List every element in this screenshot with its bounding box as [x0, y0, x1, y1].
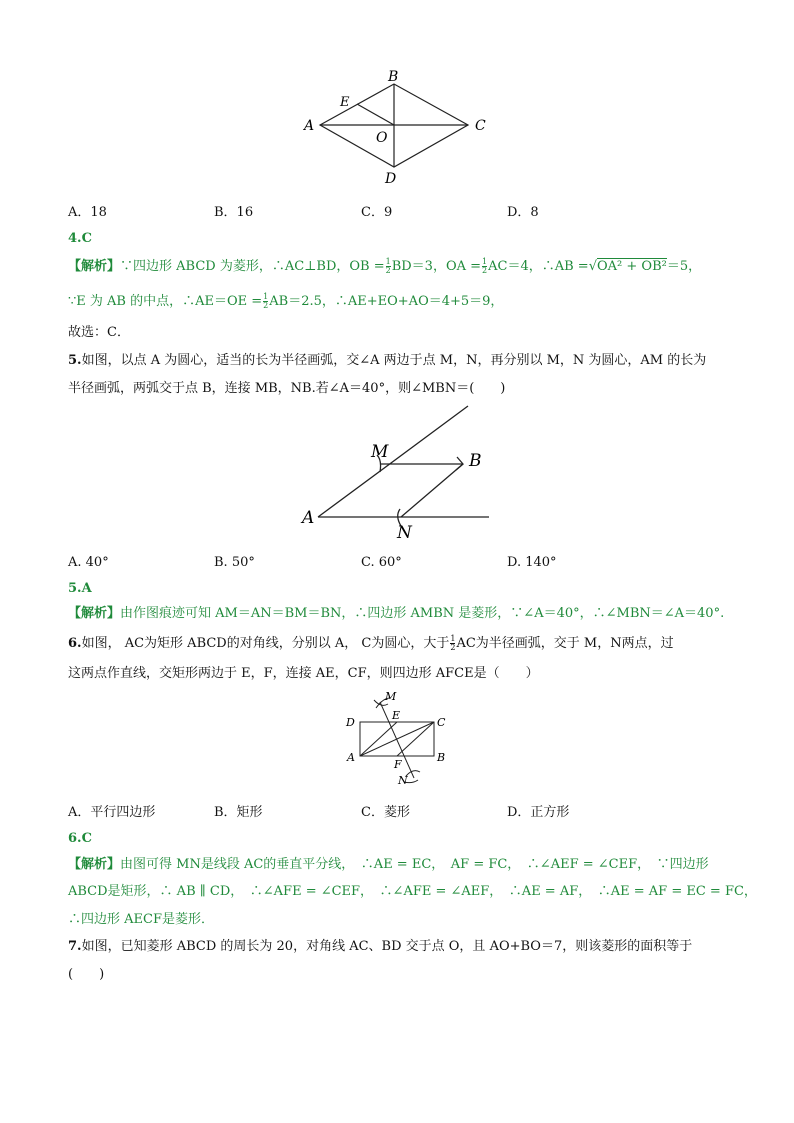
q5-option-d: D. 140°	[507, 555, 557, 570]
q6-answer: 6.C	[68, 831, 92, 846]
label-F: F	[394, 758, 402, 771]
q5-analysis: 【解析】由作图痕迹可知 AM＝AN＝BM＝BN，∴四边形 AMBN 是菱形，∵∠A＝40°，∴∠MBN＝∠A＝40°.	[68, 606, 725, 621]
label-A: A	[302, 508, 315, 528]
fraction-half: $\frac{1}{2}$	[450, 634, 456, 652]
q6-figure	[340, 688, 452, 788]
label-E: E	[340, 95, 350, 110]
q6-option-d: D．正方形	[507, 805, 570, 820]
q6-option-b: B．矩形	[214, 805, 263, 820]
label-B: B	[469, 451, 482, 471]
q5-option-a: A. 40°	[68, 555, 109, 570]
q6-stem-line2: 这两点作直线，交矩形两边于 E，F，连接 AE，CF，则四边形 AFCE是（ ）	[68, 666, 539, 681]
label-E: E	[392, 709, 401, 722]
q4-analysis-line2: ∵E 为 AB 的中点，∴AE＝OE = $\frac{1}{2}$ AB＝2.5，∴AE+EO+AO＝4+5＝9，	[68, 292, 504, 310]
label-M: M	[385, 690, 397, 703]
label-A: A	[304, 118, 315, 134]
label-M: M	[371, 442, 389, 462]
q6-analysis-line2: ABCD是矩形，∴ AB ∥ CD， ∴∠AFE = ∠CEF， ∴∠AFE = ∠AEF， ∴AE = AF， ∴AE = AF = EC = FC，	[68, 884, 757, 899]
q4-conclusion: 故选：C．	[68, 325, 130, 340]
sqrt-sign: √	[588, 259, 597, 274]
q4-option-d: D．8	[507, 205, 539, 220]
label-C: C	[437, 716, 446, 729]
label-O: O	[376, 130, 388, 146]
fraction-half: $\frac{1}{2}$	[263, 292, 269, 310]
q7-stem-line2: ( )	[68, 967, 105, 982]
q5-option-c: C. 60°	[361, 555, 402, 570]
q4-analysis-line1: 【解析】∵四边形 ABCD 为菱形，∴AC⊥BD，OB = $\frac{1}{2}$ BD＝3，OA = $\frac{1}{2}$ AC＝4，∴AB =√OA² + OB²＝5，	[68, 257, 702, 275]
q6-stem-line1: 6.如图， AC为矩形 ABCD的对角线，分别以 A， C为圆心，大于 $\frac{1}{2}$ AC为半径画弧，交于 M，N两点，过	[68, 634, 674, 652]
label-D: D	[346, 716, 355, 729]
q7-stem-line1: 7.如图，已知菱形 ABCD 的周长为 20，对角线 AC、BD 交于点 O，且 AO+BO＝7，则该菱形的面积等于	[68, 939, 693, 954]
q6-option-c: C．菱形	[361, 805, 410, 820]
q4-analysis-tag: 【解析】	[68, 259, 121, 274]
q5-stem-line1: 5.如图，以点 A 为圆心，适当的长为半径画弧，交∠A 两边于点 M，N，再分别以 M，N 为圆心，AM 的长为	[68, 353, 707, 368]
q4-option-a: A．18	[68, 205, 107, 220]
label-D: D	[385, 171, 397, 187]
label-B: B	[437, 751, 446, 764]
label-A: A	[347, 751, 355, 764]
q5-option-b: B. 50°	[214, 555, 255, 570]
q5-figure	[296, 400, 506, 545]
q4-option-c: C．9	[361, 205, 393, 220]
q6-option-a: A．平行四边形	[68, 805, 156, 820]
sqrt-radicand: OA² + OB²	[597, 259, 667, 274]
rhombus-figure	[296, 66, 496, 188]
q6-analysis-line1: 【解析】由图可得 MN是线段 AC的垂直平分线， ∴AE = EC， AF = FC， ∴∠AEF = ∠CEF， ∵四边形	[68, 857, 709, 872]
label-N: N	[397, 523, 412, 543]
q5-answer: 5.A	[68, 581, 92, 596]
q4-answer: 4.C	[68, 231, 92, 246]
q5-stem-line2: 半径画弧，两弧交于点 B，连接 MB，NB.若∠A＝40°，则∠MBN＝( )	[68, 381, 506, 396]
label-B: B	[388, 69, 399, 85]
label-N: N	[398, 774, 408, 787]
label-C: C	[475, 118, 486, 134]
fraction-half: $\frac{1}{2}$	[385, 257, 391, 275]
q4-option-b: B．16	[214, 205, 254, 220]
fraction-half: $\frac{1}{2}$	[482, 257, 488, 275]
q6-analysis-line3: ∴四边形 AECF是菱形．	[68, 912, 214, 927]
